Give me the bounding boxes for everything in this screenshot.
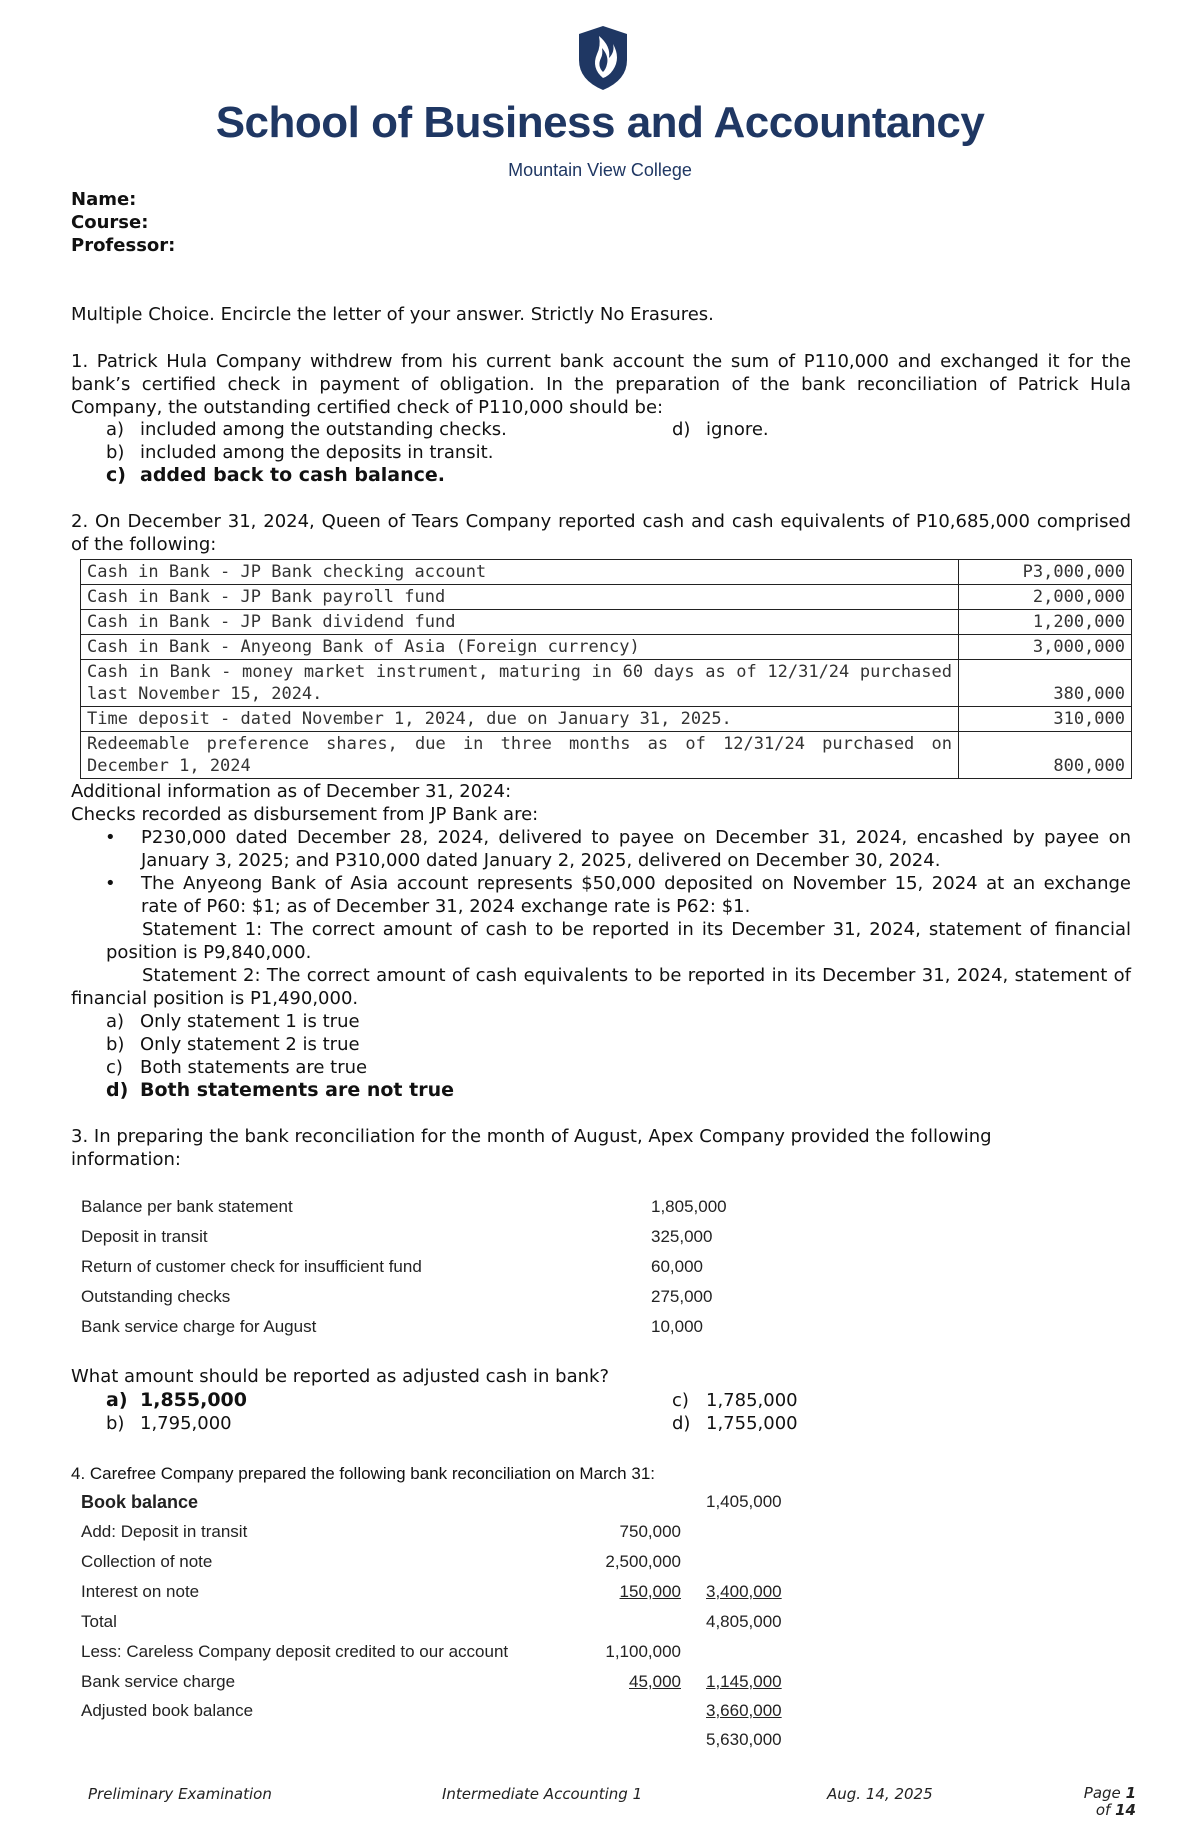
table-row: Outstanding checks 275,000 bbox=[81, 1287, 713, 1306]
cash-equivalents-table bbox=[80, 559, 1132, 779]
instructions: Multiple Choice. Encircle the letter of your answer. Strictly No Erasures. bbox=[71, 304, 714, 325]
table-cell: 3,000,000 bbox=[959, 635, 1132, 660]
table-row bbox=[81, 560, 1132, 585]
table-cell: Redeemable preference shares, due in three months as of 12/31/24 purchased on December 1, 2024 bbox=[81, 732, 959, 779]
q1-option-a: a) included among the outstanding checks. bbox=[106, 419, 507, 440]
q3-option-b: b) 1,795,000 bbox=[106, 1413, 232, 1434]
table-row bbox=[81, 732, 1132, 779]
course-field: Course: bbox=[71, 212, 149, 233]
footer-date: Aug. 14, 2025 bbox=[827, 1785, 933, 1803]
q2-option-a: a) Only statement 1 is true bbox=[106, 1011, 360, 1032]
footer-exam: Preliminary Examination bbox=[88, 1785, 272, 1803]
school-logo bbox=[575, 20, 631, 92]
table-row: Book balance 1,405,000 bbox=[81, 1492, 782, 1512]
table-cell: 2,000,000 bbox=[959, 585, 1132, 610]
question-3-text: 3. In preparing the bank reconciliation for the month of August, Apex Company provided the following information: bbox=[71, 1126, 992, 1170]
question-2-text: 2. On December 31, 2024, Queen of Tears Company reported cash and cash equivalents of P10,685,000 comprised of the following: bbox=[71, 511, 1131, 555]
q3-option-d: d) 1,755,000 bbox=[672, 1413, 798, 1434]
table-row: Bank service charge 45,000 1,145,000 bbox=[81, 1672, 782, 1691]
question-1-text: 1. Patrick Hula Company withdrew from his current bank account the sum of P110,000 and exchanged it for the bank’s certified check in payment of obligation. In the preparation of the bank reconciliation of Patrick Hula Company, the outstanding certified check of P110,000 should be: bbox=[71, 351, 1131, 418]
footer-subject: Intermediate Accounting 1 bbox=[442, 1785, 643, 1803]
table-cell: Cash in Bank - money market instrument, maturing in 60 days as of 12/31/24 purchased last November 15, 2024. bbox=[81, 660, 959, 707]
statement-2: Statement 2: The correct amount of cash equivalents to be reported in its December 31, 2024, statement of financial position is P1,490,000. bbox=[71, 965, 1131, 1009]
table-cell: 800,000 bbox=[959, 732, 1132, 779]
checks-heading: Checks recorded as disbursement from JP Bank are: bbox=[71, 804, 539, 825]
table-row: Add: Deposit in transit 750,000 bbox=[81, 1522, 681, 1541]
q3-option-c: c) 1,785,000 bbox=[672, 1390, 798, 1411]
question-4-text: 4. Carefree Company prepared the following bank reconciliation on March 31: bbox=[71, 1464, 655, 1483]
table-cell: Time deposit - dated November 1, 2024, due on January 31, 2025. bbox=[81, 707, 959, 732]
table-row: Collection of note 2,500,000 bbox=[81, 1552, 681, 1571]
table-cell: 380,000 bbox=[959, 660, 1132, 707]
table-row: Less: Careless Company deposit credited to our account 1,100,000 bbox=[81, 1642, 681, 1661]
table-row bbox=[81, 660, 1132, 707]
name-field: Name: bbox=[71, 189, 137, 210]
table-row bbox=[81, 635, 1132, 660]
table-row: Deposit in transit 325,000 bbox=[81, 1227, 713, 1246]
q2-option-c: c) Both statements are true bbox=[106, 1057, 368, 1078]
table-cell: Cash in Bank - JP Bank dividend fund bbox=[81, 610, 959, 635]
q3-option-a: a) 1,855,000 bbox=[106, 1389, 247, 1411]
table-row: Total 4,805,000 bbox=[81, 1612, 782, 1631]
q2-option-d: d) Both statements are not true bbox=[106, 1079, 454, 1101]
q1-option-d: d) ignore. bbox=[672, 419, 769, 440]
table-row: Bank service charge for August 10,000 bbox=[81, 1317, 703, 1336]
statement-1: Statement 1: The correct amount of cash to be reported in its December 31, 2024, statement of financial position is P9,840,000. bbox=[106, 919, 1131, 963]
q1-option-c: c) added back to cash balance. bbox=[106, 464, 445, 486]
table-row bbox=[81, 707, 1132, 732]
table-row: Adjusted book balance 3,660,000 bbox=[81, 1701, 782, 1720]
table-row: Balance per bank statement 1,805,000 bbox=[81, 1197, 727, 1216]
footer-page-number: Page 1 of 14 bbox=[1083, 1784, 1136, 1819]
table-row bbox=[81, 585, 1132, 610]
table-row: Interest on note 150,000 3,400,000 bbox=[81, 1582, 782, 1601]
professor-field: Professor: bbox=[71, 235, 176, 256]
table-cell: 310,000 bbox=[959, 707, 1132, 732]
table-row: Return of customer check for insufficient fund 60,000 bbox=[81, 1257, 703, 1276]
college-name: Mountain View College bbox=[508, 160, 692, 180]
question-3-prompt: What amount should be reported as adjusted cash in bank? bbox=[71, 1366, 610, 1387]
table-row bbox=[81, 610, 1132, 635]
q2-bullet-list bbox=[71, 826, 1131, 918]
table-cell: 1,200,000 bbox=[959, 610, 1132, 635]
table-cell: P3,000,000 bbox=[959, 560, 1132, 585]
table-cell: Cash in Bank - Anyeong Bank of Asia (Foreign currency) bbox=[81, 635, 959, 660]
table-row: 5,630,000 bbox=[706, 1730, 782, 1749]
table-cell: Cash in Bank - JP Bank checking account bbox=[81, 560, 959, 585]
additional-info-heading: Additional information as of December 31, 2024: bbox=[71, 781, 512, 802]
q1-option-b: b) included among the deposits in transit. bbox=[106, 442, 494, 463]
list-item: • P230,000 dated December 28, 2024, delivered to payee on December 31, 2024, encashed by payee on January 3, 2025; and P310,000 dated January 2, 2025, delivered on December 30, 2024. bbox=[105, 827, 1131, 871]
table-cell: Cash in Bank - JP Bank payroll fund bbox=[81, 585, 959, 610]
student-info-fields bbox=[71, 188, 175, 257]
q2-option-b: b) Only statement 2 is true bbox=[106, 1034, 360, 1055]
list-item: • The Anyeong Bank of Asia account represents $50,000 deposited on November 15, 2024 at an exchange rate of P60: $1; as of December 31, 2024 exchange rate is P62: $1. bbox=[105, 873, 1131, 917]
school-title: School of Business and Accountancy bbox=[215, 98, 985, 147]
